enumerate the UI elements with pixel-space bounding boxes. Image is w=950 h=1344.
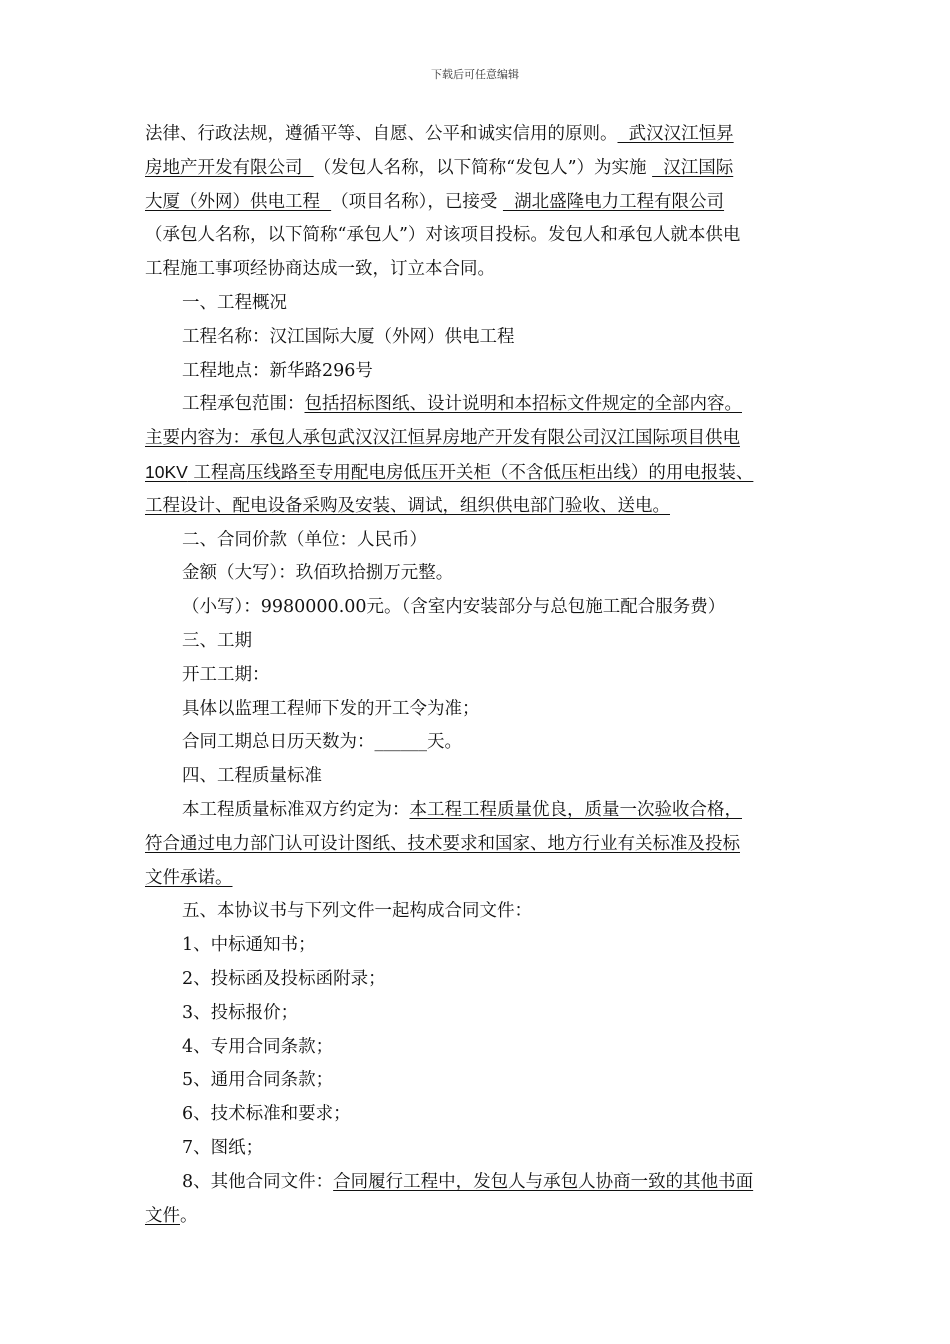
item8-text: 文件 [145, 1205, 180, 1226]
list-item-8-cont [145, 1200, 825, 1234]
scope-text [145, 463, 753, 483]
item8-label: 8、其他合同文件： [182, 1171, 334, 1192]
quality-text: 符合通过电力部门认可设计图纸、技术要求和国家、地方行业有关标准及投标 [145, 833, 740, 854]
intro-line-5: 工程施工事项经协商达成一致，订立本合同。 [145, 259, 495, 280]
quality-label: 本工程质量标准双方约定为： [182, 799, 410, 820]
scope-text: 工程设计、配电设备采购及安装、调试，组织供电部门验收、送电。 [145, 495, 670, 516]
project-name-part1: 汉江国际 [652, 157, 734, 178]
intro-text: （发包人名称，以下简称“发包人”）为实施 [313, 157, 653, 178]
intro-text: （项目名称），已接受 [331, 191, 503, 212]
item8-text: 合同履行工程中，发包人与承包人协商一致的其他书面 [333, 1171, 754, 1192]
days-blank: ______ [374, 732, 427, 753]
scope-label: 工程承包范围： [182, 394, 305, 415]
scope-line-2 [145, 422, 825, 456]
list-item-8 [145, 1166, 825, 1200]
voltage-text: 10KV [145, 461, 188, 482]
quality-line-3 [145, 862, 825, 896]
price-lower: （小写）：9980000.00元。（含室内安装部分与总包施工配合服务费） [182, 597, 726, 618]
section-2-title: 二、合同价款（单位：人民币） [182, 529, 427, 550]
intro-line-3 [145, 186, 825, 220]
section-1-title: 一、工程概况 [182, 292, 287, 313]
intro-line-2 [145, 152, 825, 186]
quality-line-1 [145, 794, 825, 828]
intro-line-4: （承包人名称，以下简称“承包人”）对该项目投标。发包人和承包人就本供电 [145, 225, 741, 246]
list-item: 5、通用合同条款； [182, 1070, 334, 1091]
list-item: 7、图纸； [182, 1137, 264, 1158]
project-name: 工程名称：汉江国际大厦（外网）供电工程 [182, 326, 515, 347]
list-item: 2、投标函及投标函附录； [182, 968, 386, 989]
project-site: 工程地点：新华路296号 [182, 360, 373, 381]
list-item: 4、专用合同条款； [182, 1036, 334, 1057]
list-item: 1、中标通知书； [182, 935, 316, 956]
list-item: 6、技术标准和要求； [182, 1104, 351, 1125]
quality-text: 文件承诺。 [145, 867, 233, 888]
intro-text: 法律、行政法规，遵循平等、自愿、公平和诚实信用的原则。 [145, 124, 618, 144]
project-name-part2: 大厦（外网）供电工程 [145, 191, 332, 212]
page-header: 下载后可任意编辑 [431, 68, 519, 81]
scope-text-rest: 工程高压线路至专用配电房低压开关柜（不含低压柜出线）的用电报装、 [187, 462, 754, 483]
start-period: 开工工期： [182, 664, 270, 685]
employer-name-part1: 武汉汉江恒昇 [617, 124, 734, 144]
section-3-title: 三、工期 [182, 630, 252, 651]
contractor-name: 湖北盛隆电力工程有限公司 [502, 191, 725, 212]
days-unit: 天。 [427, 732, 462, 753]
days-label: 合同工期总日历天数为： [182, 732, 375, 753]
scope-line-3 [145, 456, 825, 490]
list-item: 3、投标报价； [182, 1002, 299, 1023]
total-days [145, 726, 825, 760]
scope-line-1 [145, 388, 825, 422]
quality-line-2 [145, 828, 825, 862]
quality-text: 本工程工程质量优良，质量一次验收合格， [409, 799, 742, 820]
section-4-title: 四、工程质量标准 [182, 766, 322, 787]
scope-line-4 [145, 490, 825, 524]
employer-name-part2: 房地产开发有限公司 [145, 157, 314, 178]
section-5-title: 五、本协议书与下列文件一起构成合同文件： [182, 901, 532, 922]
scope-text: 包括招标图纸、设计说明和本招标文件规定的全部内容。 [304, 394, 742, 415]
contract-body [145, 118, 825, 1233]
scope-text: 主要内容为：承包人承包武汉汉江恒昇房地产开发有限公司汉江国际项目供电 [145, 428, 740, 449]
start-detail: 具体以监理工程师下发的开工令为准； [182, 698, 480, 719]
item8-period: 。 [180, 1205, 198, 1226]
price-upper: 金额（大写）：玖佰玖拾捌万元整。 [182, 563, 454, 584]
intro-line-1 [145, 118, 825, 152]
